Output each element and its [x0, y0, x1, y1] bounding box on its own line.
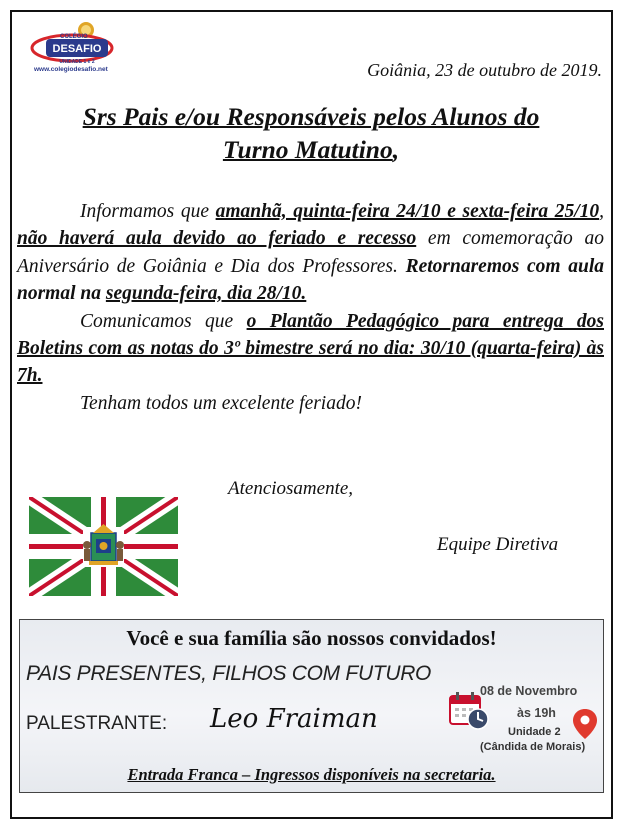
closing: Atenciosamente, [228, 478, 354, 499]
event-date: 08 de Novembro [480, 684, 578, 698]
p1-text-2: , [599, 201, 604, 222]
logo-top-text: COLÉGIO [60, 34, 88, 40]
title-line-2: Turno Matutino [222, 135, 393, 164]
p1-holiday-dates: amanhã, quinta-feira 24/10 e sexta-feira 25/10 [215, 201, 600, 222]
paragraph-wishes: Tenham todos um excelente feriado! [80, 392, 362, 414]
p2-plantao-info: o Plantão Pedagógico para entrega dos Boletins com as notas do 3º bimestre será no dia: 30/10 (quarta-feira) às 7h. [17, 310, 604, 387]
event-address: (Cândida de Morais) [480, 741, 586, 753]
title-tail: , [392, 135, 400, 164]
event-unit: Unidade 2 [508, 726, 561, 738]
speaker-label: PALESTRANTE: [26, 713, 168, 734]
goiania-flag [29, 497, 178, 596]
p1-text-1: Informamos que [80, 201, 216, 222]
paragraph-holiday [17, 198, 604, 308]
event-banner [19, 619, 604, 793]
logo-name-text: DESAFIO [52, 43, 102, 55]
event-time: às 19h [517, 706, 556, 720]
title-line-1: Srs Pais e/ou Responsáveis pelos Alunos do [82, 102, 540, 131]
banner-footer [20, 765, 603, 785]
logo-unit-text: UNIDADE 1 e 2 [59, 59, 95, 65]
banner-headline: Você e sua família são nossos convidados! [126, 626, 497, 650]
signature: Equipe Diretiva [437, 534, 559, 555]
paragraph-plantao [17, 308, 604, 390]
banner-motto: PAIS PRESENTES, FILHOS COM FUTURO [26, 662, 432, 685]
logo-url: www.colegiodesafio.net [34, 66, 108, 73]
p1-text-3: em comemoração ao Aniversário de Goiânia e Dia dos Professores. [17, 228, 604, 277]
p1-return: Retornaremos com aula normal na [17, 255, 604, 305]
letter-body [17, 198, 604, 417]
p2-text-1: Comunicamos que [80, 310, 247, 332]
date-line: Goiânia, 23 de outubro de 2019. [367, 60, 602, 80]
letter-title [18, 100, 604, 166]
speaker-name: Leo Fraiman [210, 704, 378, 734]
p1-return-date: segunda-feira, dia 28/10. [105, 283, 307, 305]
p1-no-class: não haverá aula devido ao feriado e recesso [17, 228, 417, 250]
location-pin-icon [572, 708, 598, 740]
banner-footer-text: Entrada Franca – Ingressos disponíveis na secretaria. [127, 765, 496, 784]
